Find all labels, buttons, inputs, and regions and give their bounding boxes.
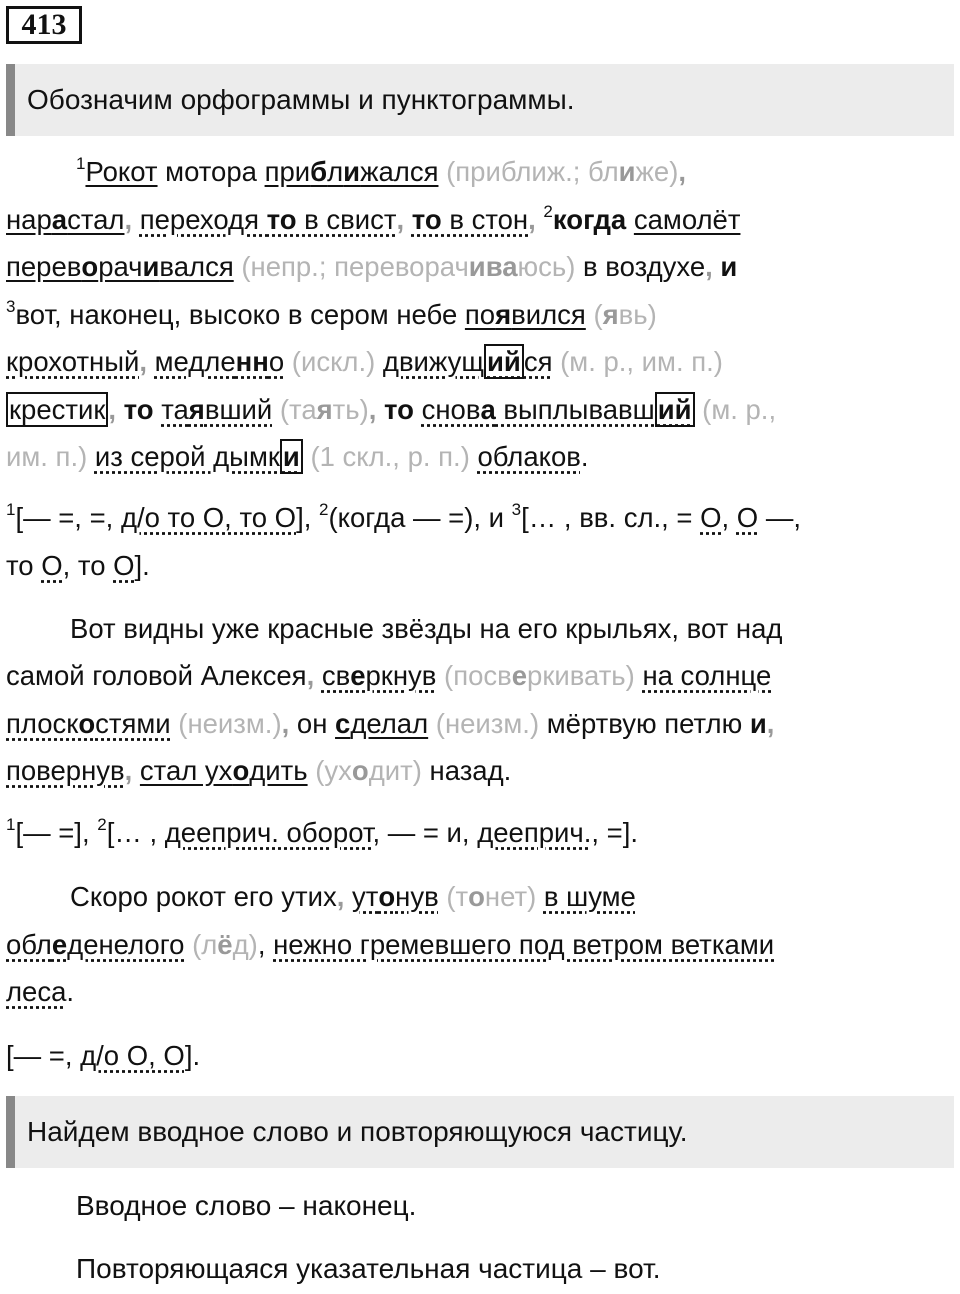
p3-line-2: обледенелого (лёд), нежно гремевшего под ветром ветками [6,929,775,960]
exercise-number: 413 [6,6,82,44]
p2-line-1: Вот видны уже красные звёзды на его крыльях, вот над [70,613,783,644]
p1-line-7: им. п.) из серой дымк и (1 скл., р. п.) облаков. [6,441,589,472]
p2-line-4: повернув, стал уходить (уходит) назад. [6,755,512,786]
p1-line-6: крестик , то таявший (таять), то снова выплывавш ий (м. р., [6,394,776,426]
p1-line-4: $^3$вот, наконец, высоко в сером небе появился (явь) [6,297,657,330]
p1-line-1: $^1$Рокот мотора приближался (приближ.; ближе), [76,154,687,187]
p2-line-2: самой головой Алексея, сверкнув (посверкивать) на солнце [6,660,772,691]
scheme-3: [— =, д/о О, О]. [6,1040,201,1071]
scheme-1-line-2: то О, то О]. [6,550,150,581]
p1-line-5: крохотный, медленно (искл.) движущ ий ся (м. р., им. п.) [6,346,723,377]
p3-line-3: леса. [6,976,75,1007]
section-banner-orthograms [6,64,954,136]
answer-intro-word: Вводное слово – наконец. [76,1190,417,1221]
p1-line-2: нарастал, переходя то в свист, то в стон, $^2$когда самолёт [6,202,741,235]
banner-title: Обозначим орфограммы и пунктограммы. [27,84,575,115]
p3-line-1: Скоро рокот его утих, утонув (тонет) в шуме [70,881,636,912]
section-banner-intro-word [6,1096,954,1168]
scheme-2: $^1$[— =], $^2$[… , деeприч. оборот, — = и, деeприч., =]. [6,815,638,848]
answer-particle: Повторяющаяся указательная частица – вот. [76,1253,661,1284]
p2-line-3: плоскостями (неизм.), он сделал (неизм.) мёртвую петлю и, [6,708,775,739]
p1-line-3: переворачивался (непр.; переворачиваюсь) в воздухе, и [6,251,738,282]
banner-title-2: Найдем вводное слово и повторяющуюся частицу. [27,1116,688,1147]
scheme-1-line-1: $^1$[— =, =, д/о то О, то О], $^2$(когда — =), и $^3$[… , вв. сл., = О, О —, [6,500,801,533]
